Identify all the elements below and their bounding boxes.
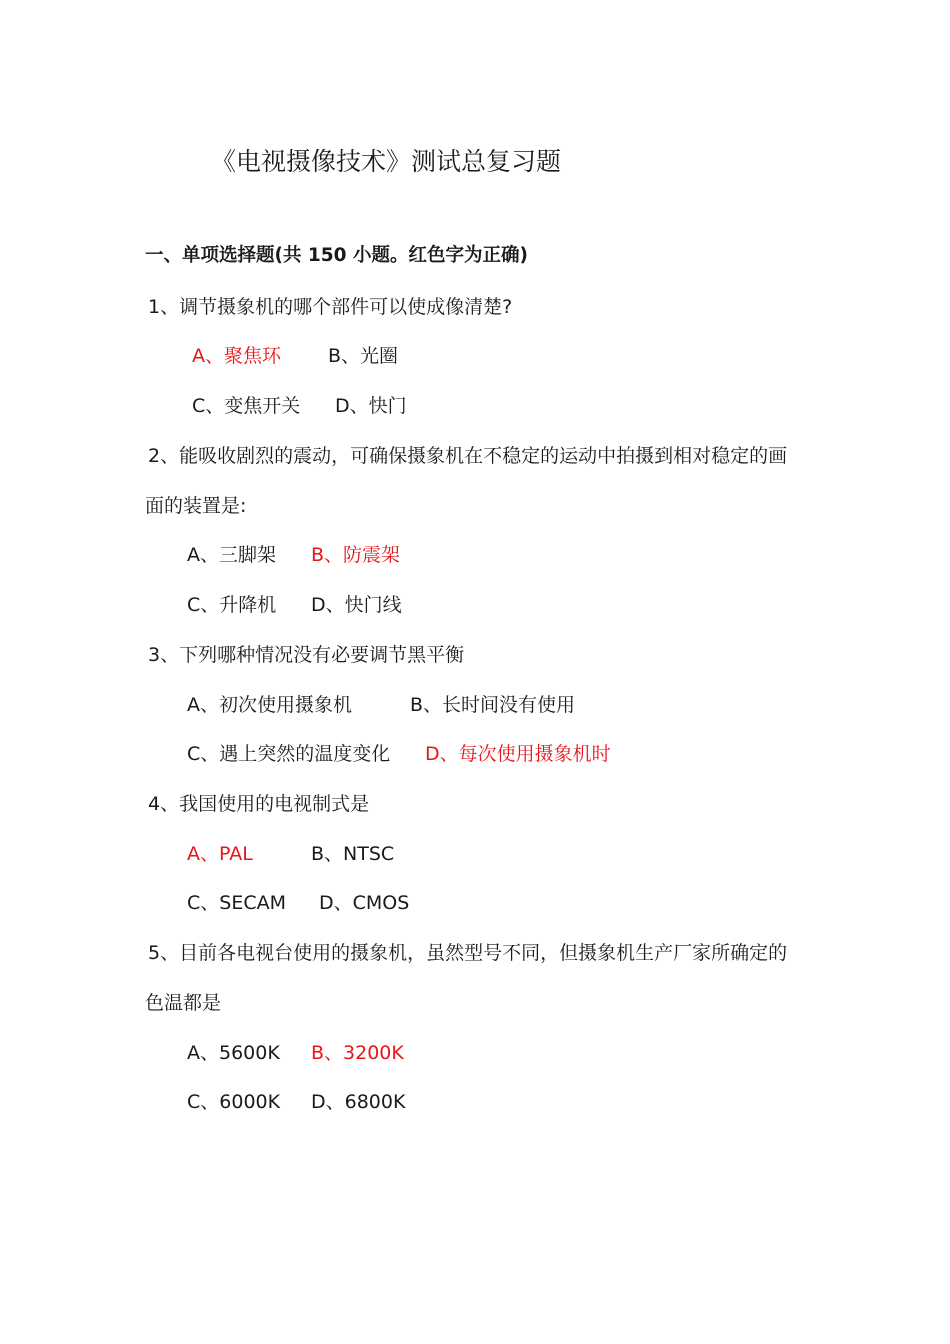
option: C、6000K bbox=[187, 1091, 281, 1113]
option: C、升降机 bbox=[187, 594, 277, 616]
option: A、初次使用摄象机 bbox=[187, 694, 352, 716]
option: D、CMOS bbox=[319, 892, 410, 914]
option: A、三脚架 bbox=[187, 544, 276, 566]
option: B、光圈 bbox=[328, 345, 399, 367]
option-correct: B、3200K bbox=[311, 1042, 404, 1064]
question-stem: 1、调节摄象机的哪个部件可以使成像清楚? bbox=[148, 296, 513, 318]
option-correct: A、聚焦环 bbox=[192, 345, 281, 367]
section-heading: 一、单项选择题(共 150 小题。红色字为正确) bbox=[145, 245, 528, 266]
option-correct: B、防震架 bbox=[311, 544, 401, 566]
option: D、6800K bbox=[311, 1091, 406, 1113]
question-stem: 2、能吸收剧烈的震动，可确保摄象机在不稳定的运动中拍摄到相对稳定的画 bbox=[148, 445, 788, 467]
question-stem: 5、目前各电视台使用的摄象机，虽然型号不同，但摄象机生产厂家所确定的 bbox=[148, 942, 788, 964]
document-title: 《电视摄像技术》测试总复习题 bbox=[211, 147, 562, 176]
question-stem: 3、下列哪种情况没有必要调节黑平衡 bbox=[148, 644, 465, 666]
option-correct: D、每次使用摄象机时 bbox=[425, 743, 611, 765]
question-stem-continued: 面的装置是: bbox=[145, 495, 247, 517]
option: C、SECAM bbox=[187, 892, 286, 914]
option-correct: A、PAL bbox=[187, 843, 253, 865]
option: C、变焦开关 bbox=[192, 395, 301, 417]
option: B、长时间没有使用 bbox=[410, 694, 576, 716]
question-stem-continued: 色温都是 bbox=[145, 992, 222, 1014]
option: B、NTSC bbox=[311, 843, 395, 865]
option: D、快门线 bbox=[311, 594, 402, 616]
question-stem: 4、我国使用的电视制式是 bbox=[148, 793, 370, 815]
option: A、5600K bbox=[187, 1042, 280, 1064]
option: C、遇上突然的温度变化 bbox=[187, 743, 391, 765]
option: D、快门 bbox=[335, 395, 407, 417]
